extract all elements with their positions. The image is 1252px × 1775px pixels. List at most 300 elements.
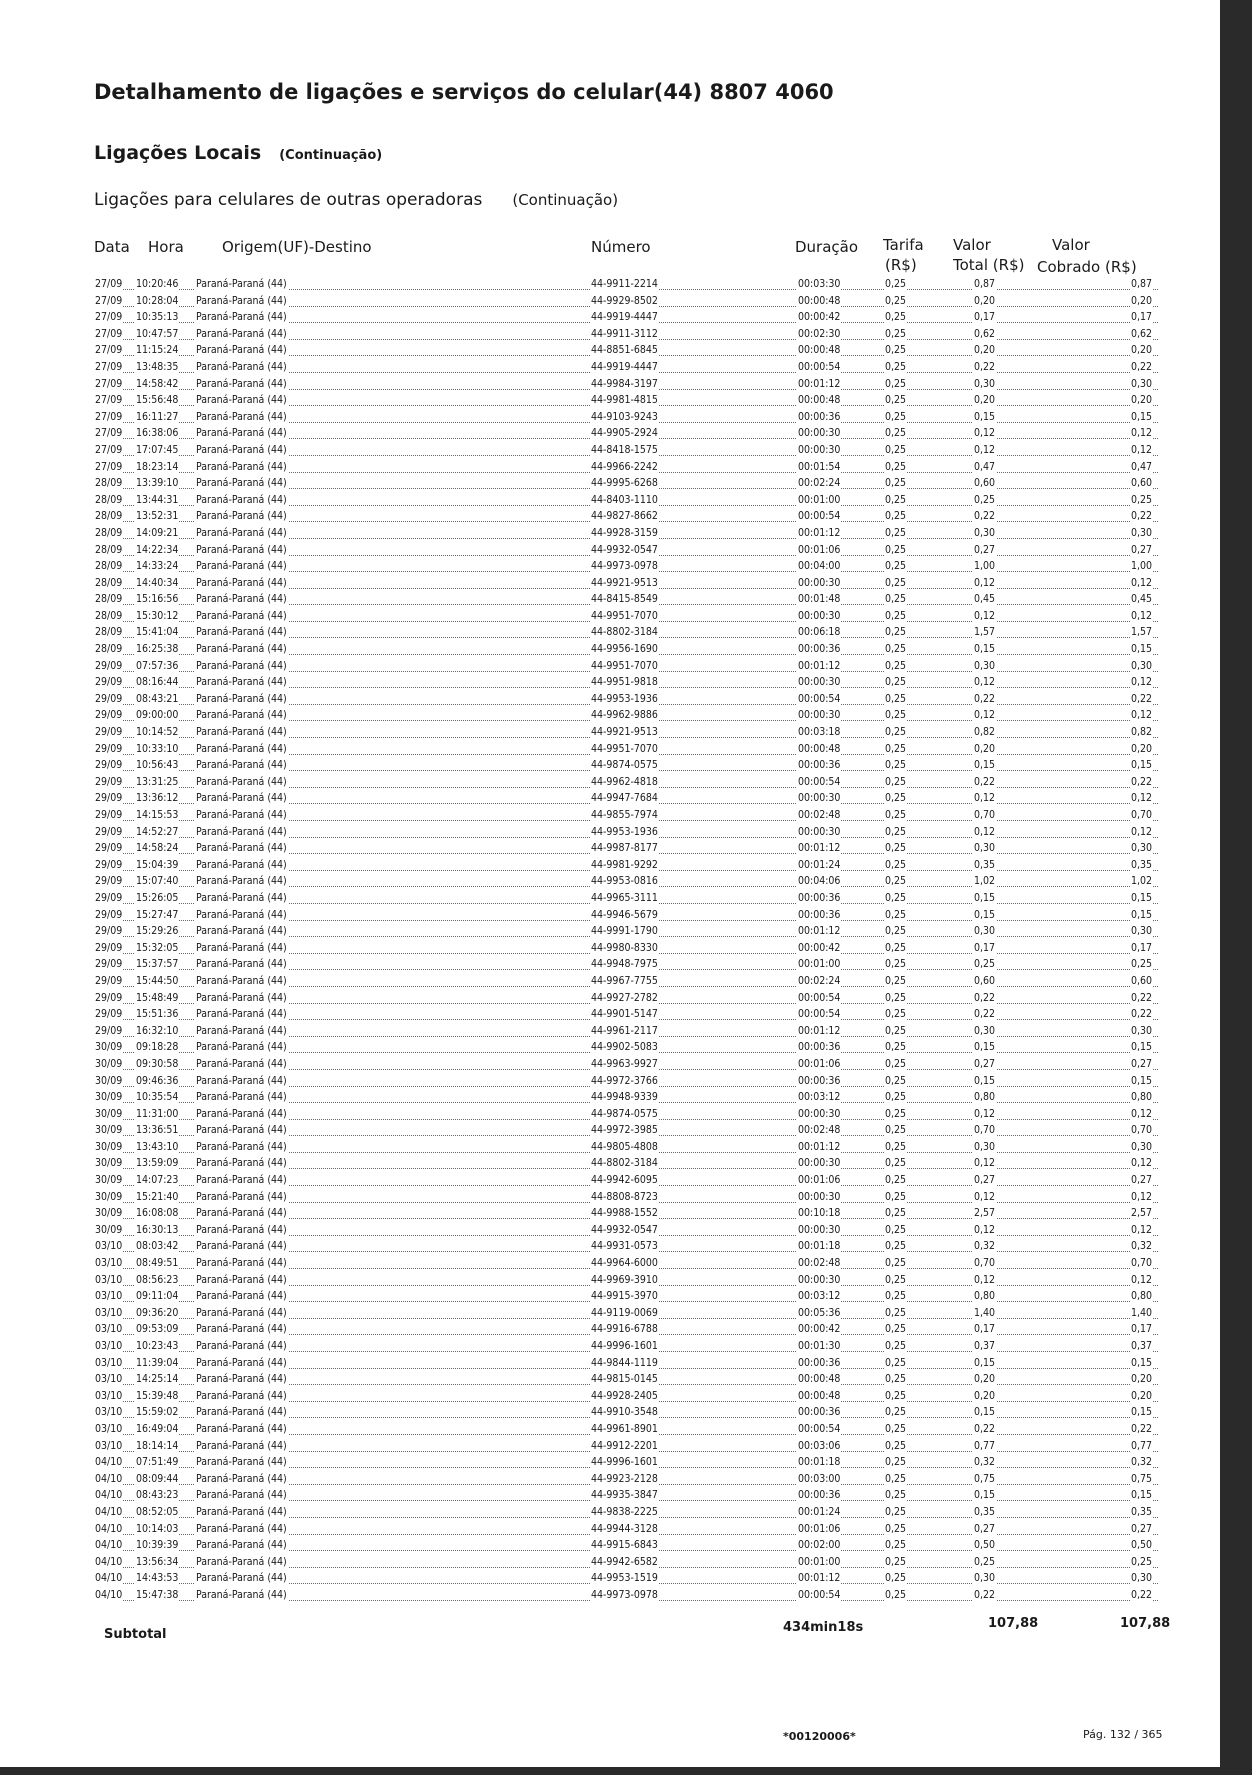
cell-origin: Paraná-Paraná (44) <box>196 875 287 888</box>
cell-time: 10:35:13 <box>136 311 179 324</box>
cell-number: 44-9923-2128 <box>591 1472 658 1485</box>
cell-rate: 0,25 <box>885 560 907 573</box>
cell-charged: 0,15 <box>1131 1074 1153 1087</box>
cell-rate: 0,25 <box>885 958 907 971</box>
cell-duration: 00:00:42 <box>798 1323 841 1336</box>
cell-total: 0,22 <box>974 360 996 373</box>
cell-charged: 0,45 <box>1131 593 1153 606</box>
cell-charged: 0,30 <box>1131 1572 1153 1585</box>
cell-number: 44-9948-7975 <box>591 958 658 971</box>
cell-date: 27/09 <box>95 327 123 340</box>
cell-duration: 00:01:06 <box>798 1174 841 1187</box>
cell-time: 09:11:04 <box>136 1290 179 1303</box>
table-row <box>0 1306 1220 1323</box>
cell-time: 10:35:54 <box>136 1091 179 1104</box>
cell-duration: 00:01:12 <box>798 1572 841 1585</box>
cell-number: 44-9948-9339 <box>591 1091 658 1104</box>
cell-rate: 0,25 <box>885 1323 907 1336</box>
cell-number: 44-9951-9818 <box>591 676 658 689</box>
cell-rate: 0,25 <box>885 1257 907 1270</box>
cell-time: 16:08:08 <box>136 1207 179 1220</box>
cell-total: 2,57 <box>974 1207 996 1220</box>
cell-rate: 0,25 <box>885 1157 907 1170</box>
cell-number: 44-9827-8662 <box>591 510 658 523</box>
cell-rate: 0,25 <box>885 643 907 656</box>
cell-time: 10:33:10 <box>136 742 179 755</box>
cell-charged: 0,62 <box>1131 327 1153 340</box>
cell-charged: 0,12 <box>1131 1190 1153 1203</box>
cell-date: 03/10 <box>95 1240 123 1253</box>
cell-charged: 0,82 <box>1131 726 1153 739</box>
cell-charged: 0,87 <box>1131 278 1153 290</box>
section-continuation: (Continuação) <box>279 148 383 163</box>
cell-time: 16:30:13 <box>136 1223 179 1236</box>
cell-origin: Paraná-Paraná (44) <box>196 477 287 490</box>
cell-origin: Paraná-Paraná (44) <box>196 609 287 622</box>
cell-date: 03/10 <box>95 1389 123 1402</box>
table-row <box>0 1156 1220 1173</box>
cell-number: 44-9996-1601 <box>591 1456 658 1469</box>
cell-total: 0,22 <box>974 1422 996 1435</box>
cell-number: 44-9984-3197 <box>591 377 658 390</box>
cell-total: 0,80 <box>974 1091 996 1104</box>
cell-time: 10:23:43 <box>136 1340 179 1352</box>
cell-date: 28/09 <box>95 593 123 606</box>
cell-time: 08:03:42 <box>136 1240 179 1253</box>
cell-time: 15:39:48 <box>136 1389 179 1402</box>
cell-date: 04/10 <box>95 1539 123 1552</box>
cell-time: 13:36:12 <box>136 792 179 805</box>
cell-total: 0,20 <box>974 742 996 755</box>
cell-time: 09:00:00 <box>136 709 179 722</box>
cell-time: 09:46:36 <box>136 1074 179 1087</box>
cell-number: 44-9980-8330 <box>591 941 658 954</box>
cell-time: 16:25:38 <box>136 643 179 656</box>
cell-rate: 0,25 <box>885 1456 907 1469</box>
cell-origin: Paraná-Paraná (44) <box>196 1174 287 1187</box>
cell-duration: 00:02:48 <box>798 1257 841 1270</box>
cell-date: 03/10 <box>95 1340 123 1352</box>
cell-charged: 0,30 <box>1131 842 1153 855</box>
table-row <box>0 443 1220 460</box>
cell-time: 14:15:53 <box>136 809 179 821</box>
cell-time: 15:27:47 <box>136 908 179 921</box>
cell-total: 1,02 <box>974 875 996 888</box>
cell-rate: 0,25 <box>885 709 907 722</box>
cell-origin: Paraná-Paraná (44) <box>196 1223 287 1236</box>
cell-date: 30/09 <box>95 1157 123 1170</box>
cell-duration: 00:00:30 <box>798 1190 841 1203</box>
cell-origin: Paraná-Paraná (44) <box>196 1190 287 1203</box>
cell-charged: 0,80 <box>1131 1290 1153 1303</box>
cell-origin: Paraná-Paraná (44) <box>196 726 287 739</box>
cell-charged: 0,50 <box>1131 1539 1153 1552</box>
cell-date: 03/10 <box>95 1439 123 1452</box>
subsection-continuation: (Continuação) <box>512 191 619 209</box>
cell-date: 29/09 <box>95 1008 123 1021</box>
cell-origin: Paraná-Paraná (44) <box>196 1091 287 1104</box>
cell-duration: 00:01:06 <box>798 1057 841 1070</box>
cell-time: 14:58:42 <box>136 377 179 390</box>
cell-date: 03/10 <box>95 1290 123 1303</box>
table-row <box>0 543 1220 560</box>
table-row <box>0 493 1220 510</box>
cell-duration: 00:00:30 <box>798 1223 841 1236</box>
table-row <box>0 1555 1220 1572</box>
cell-charged: 0,15 <box>1131 908 1153 921</box>
cell-date: 30/09 <box>95 1057 123 1070</box>
cell-time: 10:28:04 <box>136 294 179 307</box>
cell-duration: 00:00:54 <box>798 1008 841 1021</box>
cell-total: 0,30 <box>974 842 996 855</box>
cell-time: 11:31:00 <box>136 1107 179 1120</box>
cell-time: 15:51:36 <box>136 1008 179 1021</box>
subtotal-charged: 107,88 <box>1120 1616 1171 1631</box>
cell-duration: 00:00:36 <box>798 891 841 904</box>
cell-time: 11:39:04 <box>136 1356 179 1369</box>
cell-charged: 0,77 <box>1131 1439 1153 1452</box>
cell-origin: Paraná-Paraná (44) <box>196 1107 287 1120</box>
cell-time: 15:56:48 <box>136 394 179 407</box>
table-row <box>0 310 1220 327</box>
cell-rate: 0,25 <box>885 593 907 606</box>
cell-time: 09:30:58 <box>136 1057 179 1070</box>
cell-total: 0,60 <box>974 974 996 987</box>
cell-total: 0,20 <box>974 1389 996 1402</box>
cell-time: 15:37:57 <box>136 958 179 971</box>
table-row <box>0 327 1220 344</box>
cell-charged: 0,27 <box>1131 1057 1153 1070</box>
cell-rate: 0,25 <box>885 659 907 672</box>
cell-date: 30/09 <box>95 1207 123 1220</box>
cell-number: 44-9935-3847 <box>591 1489 658 1502</box>
cell-origin: Paraná-Paraná (44) <box>196 278 287 290</box>
cell-date: 29/09 <box>95 709 123 722</box>
cell-number: 44-9855-7974 <box>591 809 658 821</box>
cell-date: 29/09 <box>95 676 123 689</box>
cell-total: 0,27 <box>974 1174 996 1187</box>
cell-time: 08:16:44 <box>136 676 179 689</box>
cell-duration: 00:01:12 <box>798 1024 841 1037</box>
cell-rate: 0,25 <box>885 1439 907 1452</box>
cell-date: 03/10 <box>95 1406 123 1419</box>
cell-time: 15:07:40 <box>136 875 179 888</box>
cell-charged: 0,17 <box>1131 1323 1153 1336</box>
cell-duration: 00:00:48 <box>798 1389 841 1402</box>
cell-total: 0,22 <box>974 991 996 1004</box>
cell-number: 44-9951-7070 <box>591 609 658 622</box>
cell-origin: Paraná-Paraná (44) <box>196 1439 287 1452</box>
cell-charged: 0,12 <box>1131 825 1153 838</box>
cell-rate: 0,25 <box>885 344 907 357</box>
cell-number: 44-9973-0978 <box>591 1588 658 1601</box>
cell-time: 08:09:44 <box>136 1472 179 1485</box>
cell-charged: 0,20 <box>1131 294 1153 307</box>
table-row <box>0 725 1220 742</box>
cell-time: 18:14:14 <box>136 1439 179 1452</box>
cell-number: 44-9969-3910 <box>591 1273 658 1286</box>
cell-charged: 0,25 <box>1131 493 1153 506</box>
cell-origin: Paraná-Paraná (44) <box>196 1057 287 1070</box>
cell-total: 0,25 <box>974 958 996 971</box>
cell-duration: 00:00:36 <box>798 1489 841 1502</box>
cell-time: 08:43:21 <box>136 692 179 705</box>
cell-origin: Paraná-Paraná (44) <box>196 1572 287 1585</box>
cell-date: 27/09 <box>95 311 123 324</box>
cell-number: 44-9953-1936 <box>591 825 658 838</box>
cell-charged: 0,27 <box>1131 1174 1153 1187</box>
cell-total: 0,70 <box>974 1257 996 1270</box>
cell-charged: 0,27 <box>1131 543 1153 556</box>
cell-total: 0,47 <box>974 460 996 473</box>
cell-duration: 00:00:42 <box>798 311 841 324</box>
cell-duration: 00:00:30 <box>798 443 841 456</box>
cell-duration: 00:01:00 <box>798 1555 841 1568</box>
cell-time: 14:25:14 <box>136 1373 179 1386</box>
cell-date: 27/09 <box>95 360 123 373</box>
cell-time: 14:58:24 <box>136 842 179 855</box>
cell-origin: Paraná-Paraná (44) <box>196 593 287 606</box>
cell-origin: Paraná-Paraná (44) <box>196 1273 287 1286</box>
cell-total: 0,20 <box>974 1373 996 1386</box>
cell-time: 15:47:38 <box>136 1588 179 1601</box>
cell-number: 44-9995-6268 <box>591 477 658 490</box>
cell-rate: 0,25 <box>885 526 907 539</box>
cell-charged: 0,70 <box>1131 1124 1153 1137</box>
cell-charged: 1,00 <box>1131 560 1153 573</box>
cell-date: 04/10 <box>95 1489 123 1502</box>
cell-date: 29/09 <box>95 775 123 788</box>
cell-date: 30/09 <box>95 1041 123 1054</box>
cell-rate: 0,25 <box>885 327 907 340</box>
col-header-tarifa: Tarifa <box>883 236 924 254</box>
cell-total: 0,35 <box>974 858 996 871</box>
cell-rate: 0,25 <box>885 1356 907 1369</box>
cell-total: 0,17 <box>974 941 996 954</box>
cell-number: 44-9953-1519 <box>591 1572 658 1585</box>
cell-origin: Paraná-Paraná (44) <box>196 825 287 838</box>
cell-rate: 0,25 <box>885 775 907 788</box>
table-row <box>0 1256 1220 1273</box>
cell-duration: 00:00:30 <box>798 1273 841 1286</box>
col-header-tarifa-unit: (R$) <box>885 256 917 274</box>
cell-number: 44-9953-0816 <box>591 875 658 888</box>
cell-charged: 0,12 <box>1131 609 1153 622</box>
cell-charged: 0,12 <box>1131 576 1153 589</box>
cell-time: 07:57:36 <box>136 659 179 672</box>
cell-charged: 0,12 <box>1131 1157 1153 1170</box>
cell-duration: 00:00:48 <box>798 1373 841 1386</box>
cell-rate: 0,25 <box>885 858 907 871</box>
cell-total: 0,12 <box>974 676 996 689</box>
cell-charged: 0,32 <box>1131 1240 1153 1253</box>
cell-total: 0,12 <box>974 1107 996 1120</box>
cell-rate: 0,25 <box>885 991 907 1004</box>
cell-time: 16:11:27 <box>136 410 179 423</box>
cell-rate: 0,25 <box>885 1091 907 1104</box>
cell-date: 03/10 <box>95 1273 123 1286</box>
table-row <box>0 1289 1220 1306</box>
cell-charged: 0,22 <box>1131 775 1153 788</box>
cell-duration: 00:00:36 <box>798 410 841 423</box>
page-title: Detalhamento de ligações e serviços do celular(44) 8807 4060 <box>94 80 834 104</box>
cell-rate: 0,25 <box>885 1539 907 1552</box>
cell-date: 29/09 <box>95 908 123 921</box>
cell-number: 44-9963-9927 <box>591 1057 658 1070</box>
cell-time: 14:43:53 <box>136 1572 179 1585</box>
cell-duration: 00:00:30 <box>798 825 841 838</box>
table-row <box>0 742 1220 759</box>
table-row <box>0 1024 1220 1041</box>
cell-total: 0,70 <box>974 809 996 821</box>
cell-total: 0,15 <box>974 1406 996 1419</box>
cell-duration: 00:10:18 <box>798 1207 841 1220</box>
table-row <box>0 460 1220 477</box>
table-row <box>0 991 1220 1008</box>
table-row <box>0 1322 1220 1339</box>
table-row <box>0 659 1220 676</box>
cell-rate: 0,25 <box>885 825 907 838</box>
cell-number: 44-9928-3159 <box>591 526 658 539</box>
cell-duration: 00:01:06 <box>798 543 841 556</box>
cell-rate: 0,25 <box>885 1240 907 1253</box>
cell-rate: 0,25 <box>885 974 907 987</box>
cell-charged: 1,02 <box>1131 875 1153 888</box>
cell-origin: Paraná-Paraná (44) <box>196 1539 287 1552</box>
cell-number: 44-9966-2242 <box>591 460 658 473</box>
cell-total: 0,20 <box>974 294 996 307</box>
cell-charged: 0,12 <box>1131 792 1153 805</box>
cell-origin: Paraná-Paraná (44) <box>196 908 287 921</box>
cell-time: 13:36:51 <box>136 1124 179 1137</box>
cell-total: 0,20 <box>974 394 996 407</box>
cell-date: 28/09 <box>95 643 123 656</box>
cell-charged: 2,57 <box>1131 1207 1153 1220</box>
cell-date: 29/09 <box>95 858 123 871</box>
cell-duration: 00:03:30 <box>798 278 841 290</box>
cell-total: 0,12 <box>974 825 996 838</box>
cell-rate: 0,25 <box>885 1008 907 1021</box>
cell-duration: 00:04:06 <box>798 875 841 888</box>
table-row <box>0 642 1220 659</box>
cell-date: 27/09 <box>95 394 123 407</box>
cell-time: 13:48:35 <box>136 360 179 373</box>
col-header-valor-cobrado-2: Cobrado (R$) <box>1037 258 1137 276</box>
cell-date: 04/10 <box>95 1522 123 1535</box>
cell-charged: 0,22 <box>1131 360 1153 373</box>
cell-duration: 00:01:12 <box>798 925 841 938</box>
cell-time: 11:15:24 <box>136 344 179 357</box>
col-header-data: Data <box>94 238 130 256</box>
cell-charged: 0,15 <box>1131 1406 1153 1419</box>
cell-rate: 0,25 <box>885 360 907 373</box>
cell-charged: 0,22 <box>1131 510 1153 523</box>
cell-charged: 0,35 <box>1131 1505 1153 1518</box>
cell-rate: 0,25 <box>885 1174 907 1187</box>
col-header-hora: Hora <box>148 238 184 256</box>
cell-charged: 0,15 <box>1131 1041 1153 1054</box>
cell-date: 30/09 <box>95 1223 123 1236</box>
cell-total: 0,12 <box>974 1273 996 1286</box>
cell-charged: 0,22 <box>1131 1008 1153 1021</box>
cell-duration: 00:01:30 <box>798 1340 841 1352</box>
cell-total: 1,00 <box>974 560 996 573</box>
cell-charged: 1,40 <box>1131 1306 1153 1319</box>
cell-rate: 0,25 <box>885 1223 907 1236</box>
cell-rate: 0,25 <box>885 908 907 921</box>
subtotal-label: Subtotal <box>104 1627 167 1642</box>
cell-time: 14:07:23 <box>136 1174 179 1187</box>
cell-duration: 00:00:36 <box>798 1041 841 1054</box>
cell-duration: 00:01:00 <box>798 493 841 506</box>
table-row <box>0 1223 1220 1240</box>
cell-duration: 00:00:30 <box>798 1107 841 1120</box>
table-row <box>0 1455 1220 1472</box>
cell-charged: 0,15 <box>1131 1489 1153 1502</box>
table-row <box>0 559 1220 576</box>
cell-origin: Paraná-Paraná (44) <box>196 1505 287 1518</box>
cell-total: 0,32 <box>974 1240 996 1253</box>
cell-number: 44-9987-8177 <box>591 842 658 855</box>
table-row <box>0 1588 1220 1605</box>
cell-number: 44-9911-3112 <box>591 327 658 340</box>
table-row <box>0 874 1220 891</box>
cell-rate: 0,25 <box>885 726 907 739</box>
cell-charged: 0,12 <box>1131 709 1153 722</box>
cell-duration: 00:00:42 <box>798 941 841 954</box>
cell-time: 16:38:06 <box>136 427 179 440</box>
cell-number: 44-8802-3184 <box>591 1157 658 1170</box>
cell-origin: Paraná-Paraná (44) <box>196 643 287 656</box>
cell-date: 29/09 <box>95 941 123 954</box>
cell-duration: 00:01:12 <box>798 377 841 390</box>
cell-number: 44-9973-0978 <box>591 560 658 573</box>
cell-date: 30/09 <box>95 1091 123 1104</box>
cell-total: 0,22 <box>974 1008 996 1021</box>
cell-duration: 00:01:24 <box>798 858 841 871</box>
cell-duration: 00:00:30 <box>798 676 841 689</box>
cell-origin: Paraná-Paraná (44) <box>196 1240 287 1253</box>
scan-edge <box>1220 0 1252 1775</box>
cell-duration: 00:05:36 <box>798 1306 841 1319</box>
cell-date: 04/10 <box>95 1456 123 1469</box>
cell-time: 08:52:05 <box>136 1505 179 1518</box>
cell-total: 0,20 <box>974 344 996 357</box>
cell-total: 0,27 <box>974 1057 996 1070</box>
cell-total: 0,15 <box>974 1489 996 1502</box>
cell-number: 44-9919-4447 <box>591 311 658 324</box>
cell-number: 44-9942-6095 <box>591 1174 658 1187</box>
cell-date: 27/09 <box>95 427 123 440</box>
cell-number: 44-8403-1110 <box>591 493 658 506</box>
table-row <box>0 609 1220 626</box>
cell-time: 09:36:20 <box>136 1306 179 1319</box>
table-row <box>0 957 1220 974</box>
table-row <box>0 343 1220 360</box>
cell-date: 29/09 <box>95 825 123 838</box>
cell-total: 0,77 <box>974 1439 996 1452</box>
cell-rate: 0,25 <box>885 759 907 772</box>
cell-origin: Paraná-Paraná (44) <box>196 1008 287 1021</box>
table-row <box>0 625 1220 642</box>
cell-number: 44-9972-3766 <box>591 1074 658 1087</box>
cell-date: 27/09 <box>95 344 123 357</box>
cell-origin: Paraná-Paraná (44) <box>196 294 287 307</box>
cell-date: 30/09 <box>95 1140 123 1153</box>
cell-date: 29/09 <box>95 991 123 1004</box>
cell-duration: 00:00:48 <box>798 742 841 755</box>
cell-charged: 0,25 <box>1131 958 1153 971</box>
